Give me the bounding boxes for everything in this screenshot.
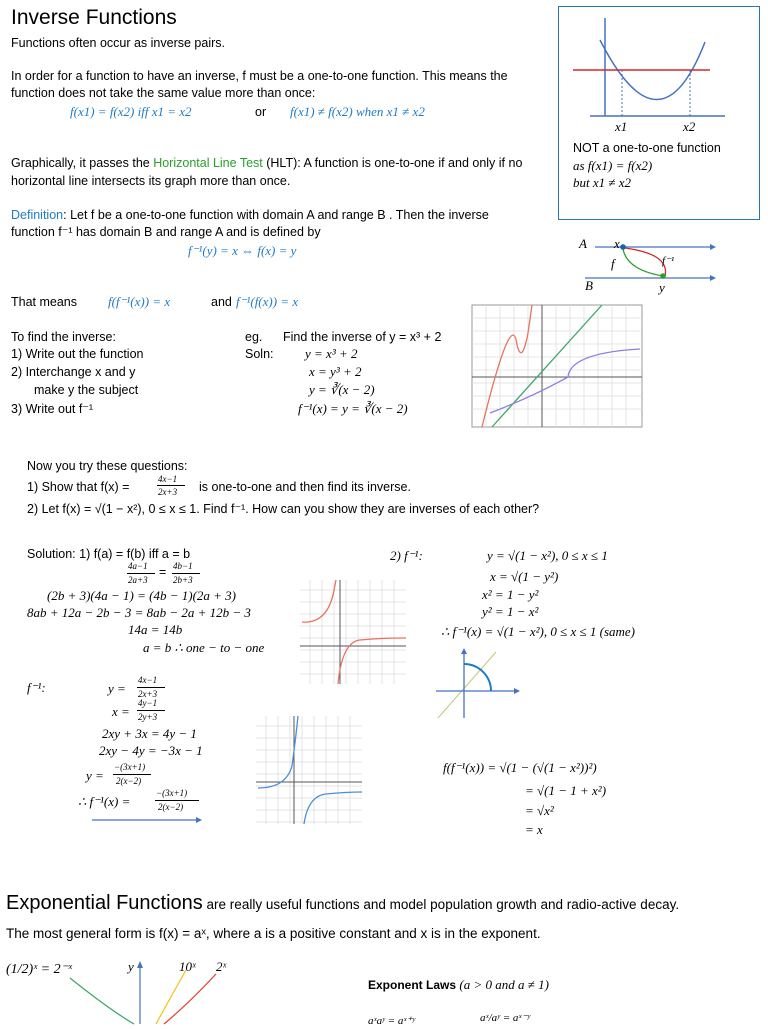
eq-lhs: x =: [112, 704, 130, 719]
sol1-line: 8ab + 12a − 2b − 3 = 8ab − 2a + 12b − 3: [27, 605, 251, 620]
frac: 2x+3: [138, 689, 158, 699]
hlt-term: Horizontal Line Test: [153, 156, 263, 170]
means-equation-1: f(f⁻¹(x)) = x: [108, 294, 171, 309]
one-to-one-text: function does not take the same value more than once:: [11, 86, 316, 100]
sol1-line: 14a = 14b: [128, 622, 183, 637]
box-caption: NOT a one-to-one function: [573, 141, 721, 155]
rational-graph-2: [256, 716, 362, 824]
mapping-y-label: y: [659, 280, 665, 295]
box-caption: but x1 ≠ x2: [573, 175, 632, 190]
x2-label: x2: [683, 119, 696, 134]
cubic-inverse-graph: [472, 305, 642, 427]
sol1-line: 2xy + 3x = 4y − 1: [102, 726, 197, 741]
box-caption: as f(x1) = f(x2): [573, 158, 653, 173]
step-1: 1) Write out the function: [11, 347, 144, 361]
set-B-label: B: [585, 278, 593, 293]
mapping-x-label: x: [614, 236, 620, 251]
frac: 2b+3: [173, 575, 193, 585]
mapping-finv-label: f⁻¹: [662, 255, 675, 267]
frac: 2a+3: [128, 575, 148, 585]
mapping-f-label: f: [611, 256, 615, 271]
definition-text: Definition: Let f be a one-to-one function with domain A and range B . Then the inverse: [11, 208, 489, 222]
eq-lhs: y =: [108, 681, 126, 696]
composition-line: f(f⁻¹(x)) = √(1 − (√(1 − x²))²): [443, 760, 597, 775]
sol1-line: a = b ∴ one − to − one: [143, 640, 265, 655]
rational-graph-1: [300, 580, 406, 684]
composition-line: = x: [525, 822, 543, 837]
half-power-label: (1/2)ˣ = 2⁻ˣ: [6, 962, 72, 977]
exponent-law: aˣaʸ = aˣ⁺ʸ: [368, 1015, 416, 1027]
x1-label: x1: [615, 119, 628, 134]
composition-line: = √(1 − 1 + x²): [525, 783, 607, 798]
frac: 2(x−2): [158, 802, 184, 812]
sol1-line: (2b + 3)(4a − 1) = (4b − 1)(2a + 3): [47, 588, 236, 603]
page-title: Inverse Functions: [11, 6, 177, 29]
ten-power-label: 10ˣ: [179, 959, 196, 974]
question-1: 1) Show that f(x) =: [27, 480, 130, 494]
definition-text: function f⁻¹ has domain B and range A and is defined by: [11, 225, 321, 239]
q1-fraction-den: 2x+3: [158, 487, 178, 497]
eq-lhs: y =: [86, 768, 104, 783]
exponential-heading: Exponential Functions are really useful functions and model population growth and radio-active decay.: [6, 892, 680, 914]
sol2-line: y² = 1 − x²: [482, 604, 539, 619]
sol2-line: ∴ f⁻¹(x) = √(1 − x²), 0 ≤ x ≤ 1 (same): [441, 624, 635, 639]
fraction-bar: [155, 800, 199, 801]
example-eg: eg.: [245, 330, 263, 344]
definition-label: Definition: [11, 208, 64, 222]
eq-lhs: ∴ f⁻¹(x) =: [78, 794, 131, 809]
underline-arrow: [92, 816, 204, 824]
step-2b: make y the subject: [34, 383, 139, 397]
frac: −(3x+1): [156, 788, 188, 798]
sol2-line: y = √(1 − x²), 0 ≤ x ≤ 1: [487, 548, 608, 563]
means-equation-2: f⁻¹(f(x)) = x: [236, 294, 299, 309]
example-line: f⁻¹(x) = y = ∛(x − 2): [298, 401, 408, 416]
sol2-head: 2) f⁻¹:: [390, 548, 423, 563]
exp-y-label: y: [128, 959, 134, 974]
example-line: y = x³ + 2: [305, 346, 358, 361]
frac: −(3x+1): [114, 762, 146, 772]
questions-heading: Now you try these questions:: [27, 459, 188, 473]
two-power-label: 2ˣ: [216, 959, 227, 974]
one-to-one-text: In order for a function to have an inverse, f must be a one-to-one function. This means the: [11, 69, 508, 83]
exponential-general: The most general form is f(x) = aˣ, where a is a positive constant and x is in the exponent.: [6, 926, 541, 941]
means-and: and: [211, 295, 232, 309]
frac: 2y+3: [138, 712, 158, 722]
frac: 2(x−2): [116, 776, 142, 786]
sol1-line: 2xy − 4y = −3x − 1: [99, 743, 203, 758]
sol2-line: x² = 1 − y²: [482, 587, 539, 602]
composition-line: = √x²: [525, 803, 554, 818]
example-line: x = y³ + 2: [309, 364, 362, 379]
exponential-title: Exponential Functions: [6, 892, 203, 914]
frac: 4y−1: [138, 698, 158, 708]
condition-or: or: [255, 105, 267, 119]
definition-equation: f⁻¹(y) = x ⇔ f(x) = y: [188, 243, 297, 258]
quarter-circle-graph: [436, 648, 522, 720]
fraction-bar: [157, 485, 185, 486]
that-means-label: That means: [11, 295, 78, 309]
condition-iff: f(x1) = f(x2) iff x1 = x2: [70, 104, 192, 119]
fraction-bar: [137, 710, 165, 711]
intro-text: Functions often occur as inverse pairs.: [11, 36, 225, 50]
set-A-label: A: [579, 236, 587, 251]
hlt-text: Graphically, it passes the Horizontal Line Test (HLT): A function is one-to-one if and only if no: [11, 156, 523, 170]
exponent-law: aˣ/aʸ = aˣ⁻ʸ: [480, 1012, 531, 1024]
frac: 4a−1: [128, 561, 148, 571]
step-2: 2) Interchange x and y: [11, 365, 136, 379]
question-2: 2) Let f(x) = √(1 − x²), 0 ≤ x ≤ 1. Find f⁻¹. How can you show they are inverses of each other?: [27, 502, 540, 516]
example-line: y = ∛(x − 2): [309, 382, 375, 397]
fraction-bar: [137, 687, 165, 688]
solution-1-head: Solution: 1) f(a) = f(b) iff a = b: [27, 547, 191, 561]
condition-when: f(x1) ≠ f(x2) when x1 ≠ x2: [290, 104, 425, 119]
question-1-rest: is one-to-one and then find its inverse.: [199, 480, 411, 494]
steps-heading: To find the inverse:: [11, 330, 116, 344]
equals: =: [159, 565, 167, 579]
fraction-bar: [127, 573, 155, 574]
fraction-bar: [113, 774, 151, 775]
frac: 4b−1: [173, 561, 193, 571]
finv-label: f⁻¹:: [27, 680, 46, 695]
q1-fraction-num: 4x−1: [158, 474, 178, 484]
example-soln: Soln:: [245, 347, 274, 361]
parabola-graph: [560, 8, 758, 138]
hlt-text: horizontal line intersects its graph more than once.: [11, 174, 291, 188]
exponential-graph: [60, 960, 240, 1024]
exponent-laws-heading: Exponent Laws (a > 0 and a ≠ 1): [368, 977, 549, 992]
sol2-line: x = √(1 − y²): [490, 569, 559, 584]
fraction-bar: [172, 573, 200, 574]
step-3: 3) Write out f⁻¹: [11, 402, 94, 416]
example-prompt: Find the inverse of y = x³ + 2: [283, 330, 442, 344]
frac: 4x−1: [138, 675, 158, 685]
